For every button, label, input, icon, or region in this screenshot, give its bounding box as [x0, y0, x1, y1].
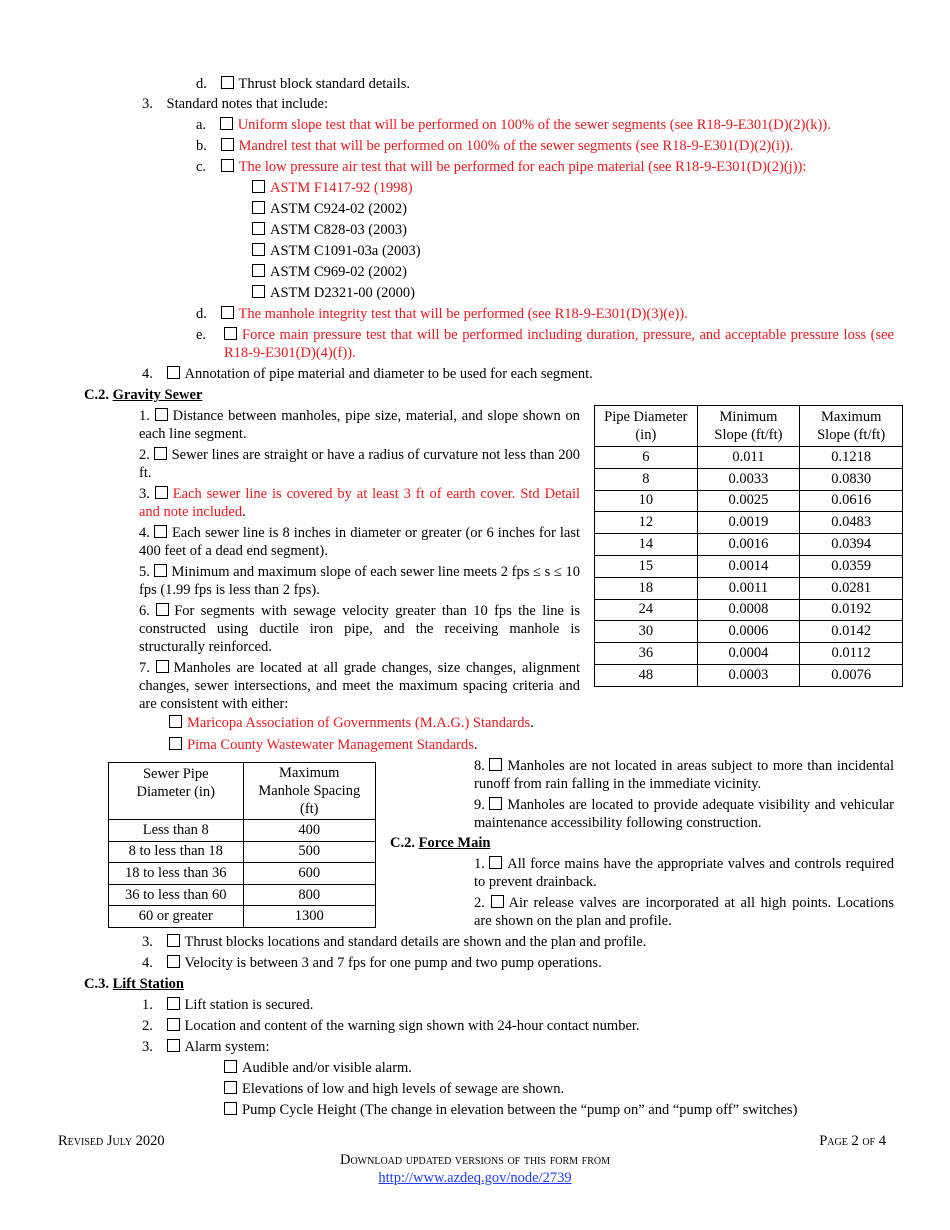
- table-row: 18 0.0011 0.0281: [595, 577, 903, 599]
- checkbox[interactable]: [224, 327, 237, 340]
- item-c-air-test: c. The low pressure air test that will be performed for each pipe material (see R18-9-E301(D)(2)(j)):: [196, 159, 807, 175]
- column-header: Pipe Diameter (in): [595, 406, 698, 447]
- checkbox[interactable]: [224, 1081, 237, 1094]
- lift-item: 1. Lift station is secured.: [142, 997, 314, 1013]
- checkbox[interactable]: [252, 180, 265, 193]
- table-row: 30 0.0006 0.0142: [595, 621, 903, 643]
- table-row: 10 0.0025 0.0616: [595, 490, 903, 512]
- checkbox[interactable]: [169, 715, 182, 728]
- standard-pima: Pima County Wastewater Management Standards.: [169, 736, 478, 754]
- force-item: 4. Velocity is between 3 and 7 fps for one pump and two pump operations.: [142, 955, 602, 971]
- gravity-item: 2. Sewer lines are straight or have a radius of curvature not less than 200 ft.: [139, 447, 581, 481]
- table-row: 8 0.0033 0.0830: [595, 468, 903, 490]
- checkbox[interactable]: [221, 138, 234, 151]
- checkbox[interactable]: [155, 408, 168, 421]
- table-row: 24 0.0008 0.0192: [595, 599, 903, 621]
- standard-mag: Maricopa Association of Governments (M.A.G.) Standards.: [169, 714, 534, 732]
- footer-revised: Revised July 2020: [58, 1133, 165, 1149]
- footer-download-note: Download updated versions of this form from: [339, 1152, 611, 1168]
- item-b-mandrel: b. Mandrel test that will be performed on 100% of the sewer segments (see R18-9-E301(D)(2)(i)).: [196, 138, 794, 154]
- lift-item: 3. Alarm system:: [142, 1039, 270, 1055]
- table-header-row: [109, 763, 376, 820]
- table-row: 48 0.0003 0.0076: [595, 664, 903, 686]
- checkbox[interactable]: [167, 955, 180, 968]
- table-header-row: [595, 406, 903, 447]
- table-row: 8 to less than 18 500: [109, 841, 376, 863]
- item-d-thrust-block: d. Thrust block standard details.: [196, 76, 411, 92]
- item-3-standard-notes: 3. Standard notes that include:: [142, 96, 328, 112]
- table-row: Less than 8 400: [109, 820, 376, 842]
- checkbox[interactable]: [167, 366, 180, 379]
- checkbox[interactable]: [221, 306, 234, 319]
- checkbox[interactable]: [220, 117, 233, 130]
- table-row: 6 0.011 0.1218: [595, 447, 903, 469]
- table-row: 18 to less than 36 600: [109, 863, 376, 885]
- astm-item: ASTM C969-02 (2002): [252, 263, 407, 281]
- astm-item: ASTM C1091-03a (2003): [252, 242, 421, 260]
- item-e-marker: e.: [196, 327, 207, 343]
- lift-item: 2. Location and content of the warning sign shown with 24-hour contact number.: [142, 1018, 640, 1034]
- slope-table: [594, 405, 903, 687]
- astm-item: ASTM D2321-00 (2000): [252, 284, 415, 302]
- checkbox[interactable]: [155, 486, 168, 499]
- checkbox[interactable]: [156, 603, 169, 616]
- checkbox[interactable]: [221, 76, 234, 89]
- item-e-force-main-pressure: Force main pressure test that will be performed including duration, pressure, and acceptable pressure loss (see R18-9-E301(D)(4)(f)).: [224, 327, 894, 361]
- table-row: 15 0.0014 0.0359: [595, 555, 903, 577]
- checkbox[interactable]: [252, 285, 265, 298]
- checkbox[interactable]: [154, 564, 167, 577]
- checkbox[interactable]: [169, 737, 182, 750]
- alarm-sub-item: Elevations of low and high levels of sewage are shown.: [224, 1080, 564, 1098]
- section-header-gravity-sewer: C.2. Gravity Sewer: [84, 387, 203, 403]
- table-row: 12 0.0019 0.0483: [595, 512, 903, 534]
- gravity-item: 9. Manholes are located to provide adequate visibility and vehicular maintenance accessibility following construction.: [474, 797, 895, 831]
- checkbox[interactable]: [167, 1039, 180, 1052]
- force-item: 2. Air release valves are incorporated at all high points. Locations are shown on the plan and profile.: [474, 895, 894, 929]
- gravity-item: 4. Each sewer line is 8 inches in diameter or greater (or 6 inches for last 400 feet of a dead end segment).: [139, 525, 580, 559]
- checkbox[interactable]: [167, 997, 180, 1010]
- checkbox[interactable]: [167, 1018, 180, 1031]
- gravity-item: 7. Manholes are located at all grade changes, size changes, alignment changes, sewer intersections, and meet the maximum spacing criteria and are consistent with either:: [139, 660, 580, 712]
- checkbox[interactable]: [489, 797, 502, 810]
- column-header: Maximum Manhole Spacing (ft): [243, 763, 375, 820]
- section-header-force-main: C.2. Force Main: [390, 835, 491, 851]
- force-item: 1. All force mains have the appropriate valves and controls required to prevent drainback.: [474, 856, 894, 890]
- checkbox[interactable]: [491, 895, 504, 908]
- footer-page-number: Page 2 of 4: [819, 1133, 886, 1149]
- gravity-item: 3. Each sewer line is covered by at least 3 ft of earth cover. Std Detail and note included.: [139, 486, 581, 520]
- manhole-spacing-table: [108, 762, 376, 928]
- item-a-uniform-slope: a. Uniform slope test that will be performed on 100% of the sewer segments (see R18-9-E301(D)(2)(k)).: [196, 117, 831, 133]
- astm-item: ASTM C828-03 (2003): [252, 221, 407, 239]
- column-header: Minimum Slope (ft/ft): [697, 406, 800, 447]
- gravity-item: 8. Manholes are not located in areas subject to more than incidental runoff from rain falling in the immediate vicinity.: [474, 758, 894, 792]
- checkbox[interactable]: [167, 934, 180, 947]
- table-row: 14 0.0016 0.0394: [595, 534, 903, 556]
- alarm-sub-item: Audible and/or visible alarm.: [224, 1059, 412, 1077]
- gravity-item: 5. Minimum and maximum slope of each sewer line meets 2 fps ≤ s ≤ 10 fps (1.99 fps is less than 2 fps).: [139, 564, 580, 598]
- checkbox[interactable]: [252, 243, 265, 256]
- footer-link-container: [0, 1170, 950, 1187]
- checkbox[interactable]: [252, 201, 265, 214]
- checkbox[interactable]: [224, 1060, 237, 1073]
- checkbox[interactable]: [252, 222, 265, 235]
- section-header-lift-station: C.3. Lift Station: [84, 976, 184, 992]
- item-4-annotation: 4. Annotation of pipe material and diameter to be used for each segment.: [142, 366, 593, 382]
- checkbox[interactable]: [489, 758, 502, 771]
- table-row: 36 to less than 60 800: [109, 884, 376, 906]
- column-header: Maximum Slope (ft/ft): [800, 406, 903, 447]
- table-row: 60 or greater 1300: [109, 906, 376, 928]
- table-row: 36 0.0004 0.0112: [595, 643, 903, 665]
- checkbox[interactable]: [154, 525, 167, 538]
- checkbox[interactable]: [224, 1102, 237, 1115]
- checkbox[interactable]: [154, 447, 167, 460]
- checkbox[interactable]: [156, 660, 169, 673]
- checkbox[interactable]: [489, 856, 502, 869]
- astm-item: ASTM C924-02 (2002): [252, 200, 407, 218]
- gravity-item: 6. For segments with sewage velocity greater than 10 fps the line is constructed using ductile iron pipe, and the receiving manhole is structurally reinforced.: [139, 603, 580, 655]
- force-item: 3. Thrust blocks locations and standard details are shown and the plan and profile.: [142, 934, 647, 950]
- astm-item: ASTM F1417-92 (1998): [252, 179, 413, 197]
- gravity-item: 1. Distance between manholes, pipe size, material, and slope shown on each line segment.: [139, 408, 581, 442]
- alarm-sub-item: Pump Cycle Height (The change in elevation between the “pump on” and “pump off” switches): [224, 1101, 797, 1119]
- column-header: Sewer Pipe Diameter (in): [109, 763, 244, 820]
- download-link[interactable]: http://www.azdeq.gov/node/2739: [378, 1170, 572, 1186]
- item-d-manhole-integrity: d. The manhole integrity test that will be performed (see R18-9-E301(D)(3)(e)).: [196, 306, 688, 322]
- checkbox[interactable]: [221, 159, 234, 172]
- checkbox[interactable]: [252, 264, 265, 277]
